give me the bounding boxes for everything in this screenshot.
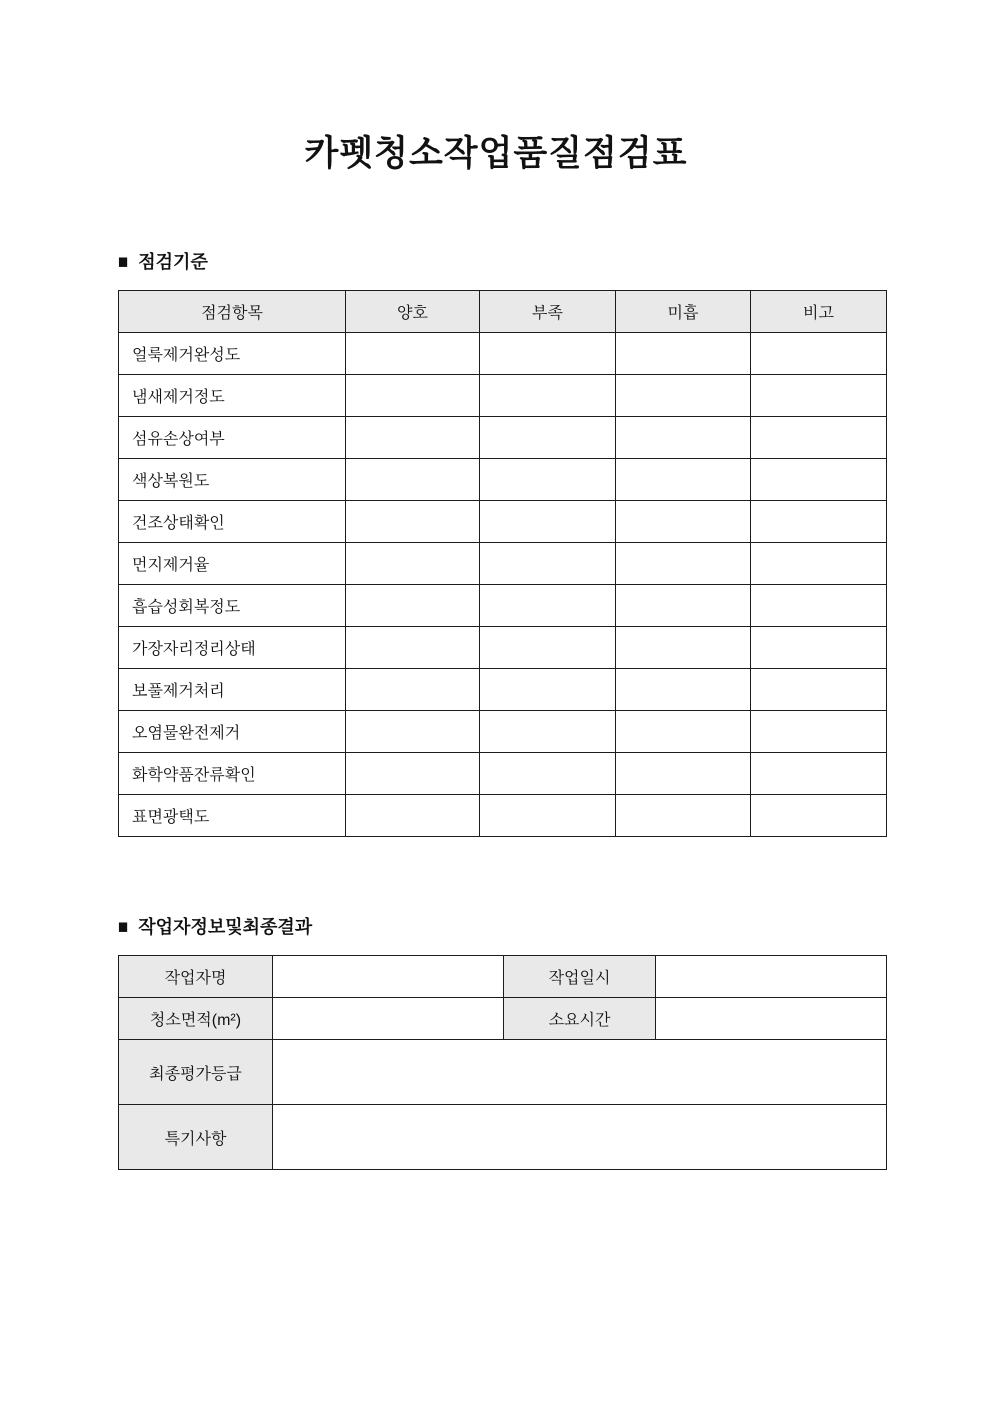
rating-cell (346, 627, 480, 669)
work-datetime-value (656, 956, 887, 998)
remarks-cell (751, 627, 887, 669)
duration-label: 소요시간 (504, 998, 656, 1040)
document-title: 카펫청소작업품질점검표 (304, 134, 688, 173)
rating-cell (346, 711, 480, 753)
table-row (119, 627, 887, 669)
column-header-remarks: 비고 (751, 291, 887, 333)
remarks-cell (751, 669, 887, 711)
column-header-good: 양호 (346, 291, 480, 333)
rating-cell (480, 501, 616, 543)
rating-cell (480, 375, 616, 417)
rating-cell (346, 375, 480, 417)
rating-cell (480, 753, 616, 795)
table-header-row (119, 291, 887, 333)
item-label: 색상복원도 (119, 459, 346, 501)
table-row (119, 956, 887, 998)
table-row (119, 375, 887, 417)
special-notes-label: 특기사항 (119, 1105, 273, 1170)
table-row (119, 417, 887, 459)
section-heading-label: 점검기준 (138, 252, 208, 272)
rating-cell (616, 375, 751, 417)
rating-cell (346, 585, 480, 627)
table-row (119, 501, 887, 543)
column-header-insufficient: 부족 (480, 291, 616, 333)
table-row (119, 333, 887, 375)
table-row (119, 459, 887, 501)
rating-cell (616, 711, 751, 753)
remarks-cell (751, 375, 887, 417)
table-row (119, 669, 887, 711)
table-row (119, 585, 887, 627)
rating-cell (480, 711, 616, 753)
rating-cell (346, 333, 480, 375)
item-label: 섬유손상여부 (119, 417, 346, 459)
item-label: 오염물완전제거 (119, 711, 346, 753)
final-grade-label: 최종평가등급 (119, 1040, 273, 1105)
cleaning-area-label: 청소면적(m²) (119, 998, 273, 1040)
rating-cell (346, 543, 480, 585)
remarks-cell (751, 543, 887, 585)
rating-cell (346, 753, 480, 795)
remarks-cell (751, 711, 887, 753)
item-label: 화학약품잔류확인 (119, 753, 346, 795)
rating-cell (480, 543, 616, 585)
remarks-cell (751, 501, 887, 543)
section-heading-worker-info (118, 913, 992, 939)
remarks-cell (751, 459, 887, 501)
item-label: 가장자리정리상태 (119, 627, 346, 669)
rating-cell (480, 459, 616, 501)
rating-cell (616, 501, 751, 543)
rating-cell (480, 627, 616, 669)
item-label: 보풀제거처리 (119, 669, 346, 711)
rating-cell (480, 585, 616, 627)
rating-cell (346, 459, 480, 501)
remarks-cell (751, 333, 887, 375)
table-row (119, 711, 887, 753)
rating-cell (346, 501, 480, 543)
table-row (119, 1040, 887, 1105)
rating-cell (480, 669, 616, 711)
remarks-cell (751, 795, 887, 837)
rating-cell (616, 795, 751, 837)
rating-cell (616, 585, 751, 627)
square-bullet-icon: ■ (118, 915, 129, 937)
column-header-poor: 미흡 (616, 291, 751, 333)
rating-cell (480, 417, 616, 459)
square-bullet-icon: ■ (118, 250, 129, 272)
remarks-cell (751, 753, 887, 795)
rating-cell (616, 669, 751, 711)
item-label: 흡습성회복정도 (119, 585, 346, 627)
rating-cell (346, 669, 480, 711)
section-heading-inspection-criteria (118, 248, 992, 274)
rating-cell (480, 333, 616, 375)
remarks-cell (751, 585, 887, 627)
table-row (119, 1105, 887, 1170)
remarks-cell (751, 417, 887, 459)
item-label: 얼룩제거완성도 (119, 333, 346, 375)
rating-cell (616, 333, 751, 375)
final-grade-value (273, 1040, 887, 1105)
cleaning-area-value (273, 998, 504, 1040)
rating-cell (346, 795, 480, 837)
rating-cell (616, 459, 751, 501)
worker-name-value (273, 956, 504, 998)
rating-cell (616, 417, 751, 459)
column-header-item: 점검항목 (119, 291, 346, 333)
item-label: 표면광택도 (119, 795, 346, 837)
rating-cell (616, 753, 751, 795)
rating-cell (616, 543, 751, 585)
table-row (119, 998, 887, 1040)
table-row (119, 795, 887, 837)
inspection-criteria-table (118, 290, 887, 837)
table-row (119, 753, 887, 795)
section-heading-label: 작업자정보및최종결과 (138, 917, 313, 937)
worker-info-table (118, 955, 887, 1170)
item-label: 냄새제거정도 (119, 375, 346, 417)
worker-name-label: 작업자명 (119, 956, 273, 998)
item-label: 건조상태확인 (119, 501, 346, 543)
item-label: 먼지제거율 (119, 543, 346, 585)
work-datetime-label: 작업일시 (504, 956, 656, 998)
special-notes-value (273, 1105, 887, 1170)
rating-cell (346, 417, 480, 459)
rating-cell (616, 627, 751, 669)
duration-value (656, 998, 887, 1040)
table-row (119, 543, 887, 585)
rating-cell (480, 795, 616, 837)
